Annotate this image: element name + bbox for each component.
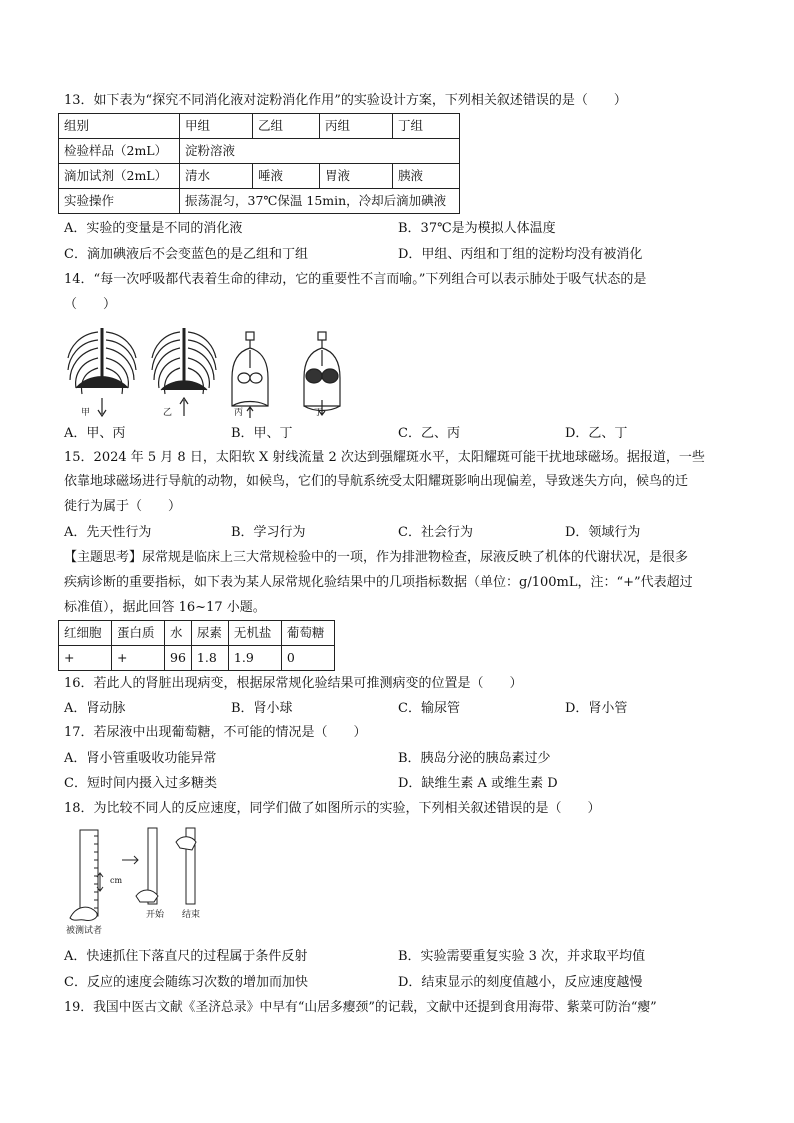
- table-cell: 组别: [59, 114, 180, 139]
- q14-option-b: B．甲、丁: [231, 426, 293, 441]
- table-cell: 淀粉溶液: [180, 139, 460, 164]
- q17-option-c: C．短时间内摄入过多糖类: [64, 776, 217, 791]
- q15-option-d: D．领域行为: [565, 525, 641, 540]
- table-cell: 清水: [180, 164, 253, 189]
- q17-option-a: A．肾小管重吸收功能异常: [64, 751, 217, 766]
- figure-label-cm: cm: [110, 876, 123, 885]
- table-row: [59, 646, 335, 671]
- figure-label-yi: 乙: [163, 408, 173, 418]
- theme-line3: 标准值），据此回答 16~17 小题。: [64, 600, 266, 615]
- figure-label-jia: 甲: [81, 408, 91, 418]
- figure-label-ding: 丁: [314, 408, 324, 418]
- q15-option-a: A．先天性行为: [64, 525, 152, 540]
- q17-stem: 17．若尿液中出现葡萄糖，不可能的情况是（ ）: [64, 725, 367, 740]
- figure-label-end: 结束: [182, 910, 201, 920]
- table-cell: 乙组: [253, 114, 320, 139]
- figure-label-subject: 被测试者: [66, 926, 103, 936]
- table-row: [59, 114, 460, 139]
- q16-option-b: B．肾小球: [231, 701, 293, 716]
- urine-table: [58, 620, 335, 671]
- table-row: [59, 189, 460, 214]
- theme-line2: 疾病诊断的重要指标，如下表为某人尿常规化验结果中的几项指标数据（单位：g/100mL，注：“+”代表超过: [64, 575, 693, 590]
- q13-table: [58, 113, 460, 214]
- table-cell: 蛋白质: [112, 621, 165, 646]
- figure-label-start: 开始: [146, 910, 165, 920]
- table-cell: 0: [281, 646, 334, 671]
- table-cell: 1.9: [228, 646, 281, 671]
- q17-option-d: D．缺维生素 A 或维生素 D: [398, 776, 558, 791]
- table-cell: 丁组: [393, 114, 460, 139]
- q14-option-a: A．甲、丙: [64, 426, 126, 441]
- table-cell: 96: [165, 646, 192, 671]
- q14-stem: 14．“每一次呼吸都代表着生命的律动，它的重要性不言而喻。”下列组合可以表示肺处于吸气状态的是: [64, 272, 647, 287]
- ruler-figure: [64, 822, 214, 938]
- q13-option-d: D．甲组、丙组和丁组的淀粉均没有被消化: [398, 247, 643, 262]
- table-cell: 胃液: [320, 164, 393, 189]
- table-row: [59, 621, 335, 646]
- table-cell: 实验操作: [59, 189, 180, 214]
- table-row: [59, 139, 460, 164]
- q18-option-b: B．实验需要重复实验 3 次，并求取平均值: [398, 949, 646, 964]
- figure-label-bing: 丙: [234, 408, 244, 418]
- q17-option-b: B．胰岛分泌的胰岛素过少: [398, 751, 551, 766]
- q16-stem: 16．若此人的肾脏出现病变，根据尿常规化验结果可推测病变的位置是（ ）: [64, 676, 523, 691]
- q15-stem-line2: 依靠地球磁场进行导航的动物，如候鸟，它们的导航系统受太阳耀斑影响出现偏差，导致迷失方向，候鸟的迁: [64, 474, 689, 489]
- table-cell: 1.8: [191, 646, 228, 671]
- breathing-figure: [64, 318, 344, 422]
- q14-option-d: D．乙、丁: [565, 426, 628, 441]
- table-cell: 水: [165, 621, 192, 646]
- table-cell: 检验样品（2mL）: [59, 139, 180, 164]
- q15-stem-line1: 15．2024 年 5 月 8 日，太阳软 X 射线流量 2 次达到强耀斑水平，太阳耀斑可能干扰地球磁场。据报道，一些: [64, 450, 705, 465]
- table-cell: 振荡混匀，37℃保温 15min，冷却后滴加碘液: [180, 189, 460, 214]
- q18-option-c: C．反应的速度会随练习次数的增加而加快: [64, 975, 308, 990]
- ribcage-diagram: [64, 318, 344, 422]
- table-row: [59, 164, 460, 189]
- table-cell: 葡萄糖: [281, 621, 334, 646]
- q18-option-a: A．快速抓住下落直尺的过程属于条件反射: [64, 949, 308, 964]
- q14-stem-cont: （ ）: [64, 297, 117, 312]
- table-cell: 尿素: [191, 621, 228, 646]
- table-cell: +: [112, 646, 165, 671]
- table-cell: 唾液: [253, 164, 320, 189]
- q16-option-d: D．肾小管: [565, 701, 628, 716]
- q15-stem-line3: 徙行为属于（ ）: [64, 499, 182, 514]
- q15-option-b: B．学习行为: [231, 525, 306, 540]
- q16-option-c: C．输尿管: [398, 701, 460, 716]
- theme-line1: 【主题思考】尿常规是临床上三大常规检验中的一项，作为排泄物检查，尿液反映了机体的代谢状况，是很多: [64, 550, 689, 565]
- table-cell: 胰液: [393, 164, 460, 189]
- q16-option-a: A．肾动脉: [64, 701, 126, 716]
- q13-stem: 13．如下表为“探究不同消化液对淀粉消化作用”的实验设计方案，下列相关叙述错误的是（ ）: [64, 93, 627, 108]
- q18-option-d: D．结束显示的刻度值越小，反应速度越慢: [398, 975, 643, 990]
- q19-stem: 19．我国中医古文献《圣济总录》中早有“山居多瘿颈”的记载，文献中还提到食用海带、紫菜可防治“瘿”: [64, 1000, 657, 1015]
- q18-stem: 18．为比较不同人的反应速度，同学们做了如图所示的实验，下列相关叙述错误的是（ ）: [64, 801, 601, 816]
- q14-option-c: C．乙、丙: [398, 426, 460, 441]
- q13-option-c: C．滴加碘液后不会变蓝色的是乙组和丁组: [64, 247, 308, 262]
- table-cell: 甲组: [180, 114, 253, 139]
- q13-option-b: B．37℃是为模拟人体温度: [398, 221, 556, 236]
- q15-option-c: C．社会行为: [398, 525, 473, 540]
- table-cell: 无机盐: [228, 621, 281, 646]
- table-cell: 丙组: [320, 114, 393, 139]
- table-cell: 滴加试剂（2mL）: [59, 164, 180, 189]
- table-cell: +: [59, 646, 112, 671]
- table-cell: 红细胞: [59, 621, 112, 646]
- q13-option-a: A．实验的变量是不同的消化液: [64, 221, 243, 236]
